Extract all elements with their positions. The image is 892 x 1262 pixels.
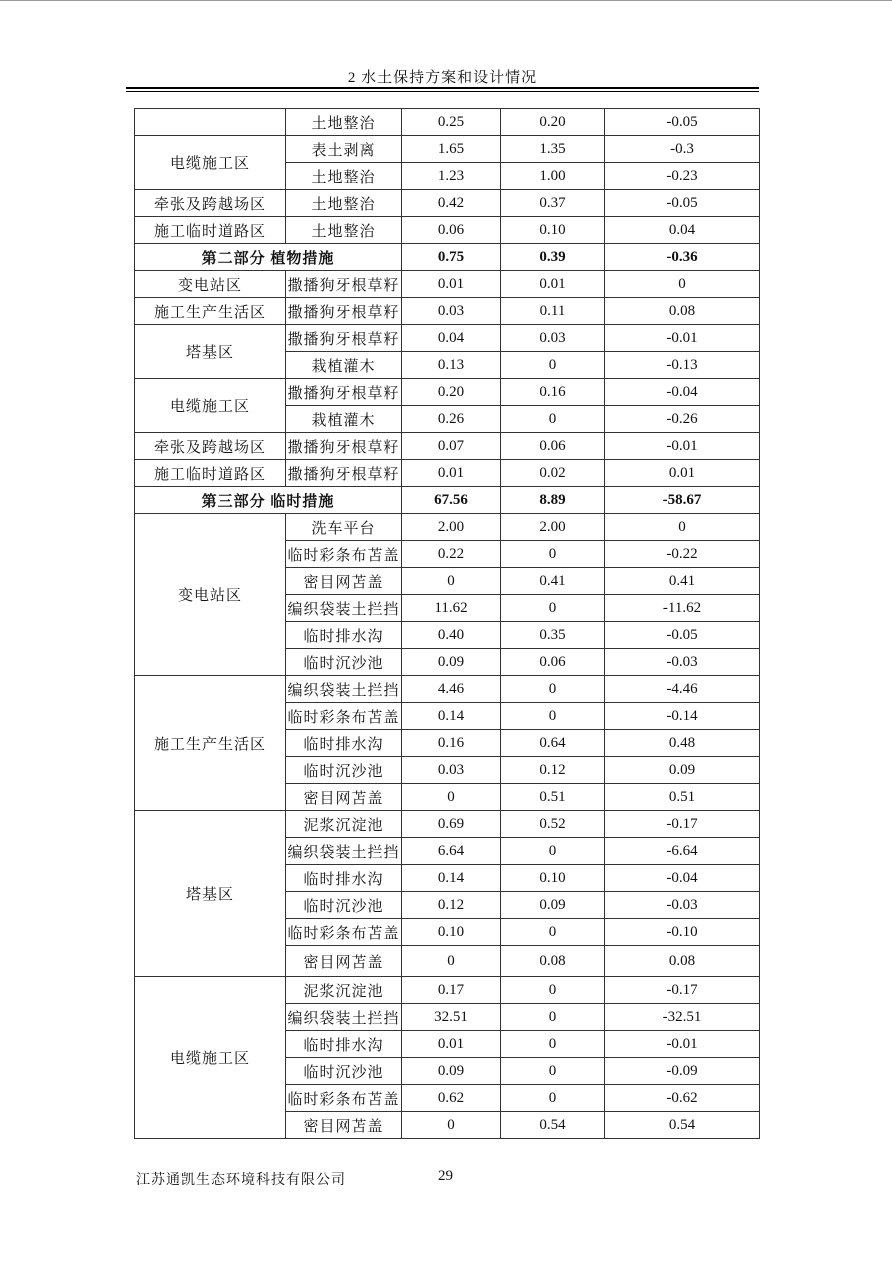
area-cell: 牵张及跨越场区 bbox=[135, 433, 286, 460]
value-b-cell: 0 bbox=[501, 541, 605, 568]
area-cell: 电缆施工区 bbox=[135, 977, 286, 1139]
value-b-cell: 0 bbox=[501, 1085, 605, 1112]
value-a-cell: 0.04 bbox=[402, 325, 501, 352]
value-c-cell: -4.46 bbox=[605, 676, 760, 703]
measure-cell: 临时沉沙池 bbox=[286, 892, 402, 919]
value-b-cell: 0 bbox=[501, 919, 605, 946]
value-c-cell: 0.04 bbox=[605, 217, 760, 244]
area-cell: 塔基区 bbox=[135, 811, 286, 977]
value-b-cell: 0.06 bbox=[501, 649, 605, 676]
value-b-cell: 0 bbox=[501, 1031, 605, 1058]
value-b-cell: 0.16 bbox=[501, 379, 605, 406]
value-c-cell: -0.3 bbox=[605, 136, 760, 163]
value-c-cell: 0 bbox=[605, 514, 760, 541]
measure-cell: 临时沉沙池 bbox=[286, 649, 402, 676]
value-c-cell: -11.62 bbox=[605, 595, 760, 622]
table-row bbox=[135, 190, 760, 217]
value-a-cell: 0.22 bbox=[402, 541, 501, 568]
value-a-cell: 67.56 bbox=[402, 487, 501, 514]
value-b-cell: 0.01 bbox=[501, 271, 605, 298]
measure-cell: 土地整治 bbox=[286, 217, 402, 244]
measure-cell: 土地整治 bbox=[286, 190, 402, 217]
value-a-cell: 0.07 bbox=[402, 433, 501, 460]
area-cell: 塔基区 bbox=[135, 325, 286, 379]
value-b-cell: 0 bbox=[501, 1058, 605, 1085]
value-c-cell: -0.17 bbox=[605, 811, 760, 838]
value-a-cell: 0 bbox=[402, 946, 501, 977]
value-b-cell: 0 bbox=[501, 838, 605, 865]
value-b-cell: 0.08 bbox=[501, 946, 605, 977]
value-b-cell: 0.54 bbox=[501, 1112, 605, 1139]
area-cell: 施工临时道路区 bbox=[135, 460, 286, 487]
table-row bbox=[135, 977, 760, 1004]
area-cell bbox=[135, 109, 286, 136]
header-rule-thick bbox=[126, 87, 759, 89]
measure-cell: 临时沉沙池 bbox=[286, 1058, 402, 1085]
value-a-cell: 0 bbox=[402, 568, 501, 595]
measure-cell: 临时排水沟 bbox=[286, 730, 402, 757]
measure-cell: 土地整治 bbox=[286, 109, 402, 136]
value-c-cell: -6.64 bbox=[605, 838, 760, 865]
measure-cell: 撒播狗牙根草籽 bbox=[286, 271, 402, 298]
value-a-cell: 0.09 bbox=[402, 1058, 501, 1085]
measure-cell: 土地整治 bbox=[286, 163, 402, 190]
value-a-cell: 0.62 bbox=[402, 1085, 501, 1112]
value-b-cell: 0 bbox=[501, 676, 605, 703]
table-row bbox=[135, 109, 760, 136]
top-border-line bbox=[0, 0, 892, 1]
measure-cell: 密目网苫盖 bbox=[286, 784, 402, 811]
value-a-cell: 0.12 bbox=[402, 892, 501, 919]
value-a-cell: 0.06 bbox=[402, 217, 501, 244]
value-a-cell: 0.40 bbox=[402, 622, 501, 649]
value-a-cell: 0 bbox=[402, 784, 501, 811]
header-rule-thin bbox=[126, 91, 759, 92]
value-a-cell: 11.62 bbox=[402, 595, 501, 622]
value-c-cell: -0.01 bbox=[605, 1031, 760, 1058]
measure-cell: 撒播狗牙根草籽 bbox=[286, 298, 402, 325]
value-c-cell: -0.17 bbox=[605, 977, 760, 1004]
value-b-cell: 0 bbox=[501, 352, 605, 379]
value-a-cell: 0.26 bbox=[402, 406, 501, 433]
value-b-cell: 1.35 bbox=[501, 136, 605, 163]
value-b-cell: 0.12 bbox=[501, 757, 605, 784]
value-b-cell: 1.00 bbox=[501, 163, 605, 190]
value-b-cell: 0.64 bbox=[501, 730, 605, 757]
value-c-cell: -0.04 bbox=[605, 379, 760, 406]
value-a-cell: 0.16 bbox=[402, 730, 501, 757]
measure-cell: 泥浆沉淀池 bbox=[286, 977, 402, 1004]
value-b-cell: 0.03 bbox=[501, 325, 605, 352]
value-a-cell: 0.03 bbox=[402, 298, 501, 325]
value-a-cell: 0.09 bbox=[402, 649, 501, 676]
area-cell: 变电站区 bbox=[135, 271, 286, 298]
measure-cell: 表土剥离 bbox=[286, 136, 402, 163]
measure-cell: 密目网苫盖 bbox=[286, 946, 402, 977]
value-c-cell: -0.23 bbox=[605, 163, 760, 190]
value-a-cell: 1.23 bbox=[402, 163, 501, 190]
value-c-cell: -0.13 bbox=[605, 352, 760, 379]
value-b-cell: 0.41 bbox=[501, 568, 605, 595]
measure-cell: 临时沉沙池 bbox=[286, 757, 402, 784]
measure-cell: 撒播狗牙根草籽 bbox=[286, 460, 402, 487]
value-a-cell: 0.10 bbox=[402, 919, 501, 946]
value-c-cell: 0.08 bbox=[605, 298, 760, 325]
value-a-cell: 32.51 bbox=[402, 1004, 501, 1031]
value-c-cell: 0.41 bbox=[605, 568, 760, 595]
value-c-cell: -0.05 bbox=[605, 622, 760, 649]
section-row bbox=[135, 244, 760, 271]
value-a-cell: 0.75 bbox=[402, 244, 501, 271]
value-c-cell: -0.04 bbox=[605, 865, 760, 892]
measure-cell: 密目网苫盖 bbox=[286, 568, 402, 595]
value-b-cell: 0.52 bbox=[501, 811, 605, 838]
value-a-cell: 0.20 bbox=[402, 379, 501, 406]
value-c-cell: 0.09 bbox=[605, 757, 760, 784]
measure-cell: 撒播狗牙根草籽 bbox=[286, 325, 402, 352]
measure-cell: 临时排水沟 bbox=[286, 1031, 402, 1058]
measure-cell: 栽植灌木 bbox=[286, 406, 402, 433]
measure-cell: 临时彩条布苫盖 bbox=[286, 919, 402, 946]
value-b-cell: 0.35 bbox=[501, 622, 605, 649]
value-a-cell: 0.14 bbox=[402, 865, 501, 892]
measure-cell: 临时彩条布苫盖 bbox=[286, 1085, 402, 1112]
value-a-cell: 2.00 bbox=[402, 514, 501, 541]
measure-cell: 密目网苫盖 bbox=[286, 1112, 402, 1139]
value-b-cell: 0 bbox=[501, 703, 605, 730]
value-b-cell: 0.09 bbox=[501, 892, 605, 919]
value-a-cell: 0.25 bbox=[402, 109, 501, 136]
value-c-cell: 0.48 bbox=[605, 730, 760, 757]
value-c-cell: -32.51 bbox=[605, 1004, 760, 1031]
value-c-cell: 0.08 bbox=[605, 946, 760, 977]
page-header-title: 2 水土保持方案和设计情况 bbox=[347, 70, 538, 86]
measures-table bbox=[134, 108, 760, 1139]
section-title-cell: 第二部分 植物措施 bbox=[135, 244, 402, 271]
value-b-cell: 0.11 bbox=[501, 298, 605, 325]
value-c-cell: 0.01 bbox=[605, 460, 760, 487]
footer-company-name: 江苏通凯生态环境科技有限公司 bbox=[136, 1173, 346, 1188]
value-a-cell: 1.65 bbox=[402, 136, 501, 163]
value-b-cell: 0.10 bbox=[501, 217, 605, 244]
value-b-cell: 0.39 bbox=[501, 244, 605, 271]
area-cell: 电缆施工区 bbox=[135, 136, 286, 190]
value-a-cell: 4.46 bbox=[402, 676, 501, 703]
value-a-cell: 0.01 bbox=[402, 271, 501, 298]
value-b-cell: 2.00 bbox=[501, 514, 605, 541]
value-b-cell: 0 bbox=[501, 1004, 605, 1031]
value-c-cell: -0.05 bbox=[605, 109, 760, 136]
value-c-cell: 0.51 bbox=[605, 784, 760, 811]
measure-cell: 撒播狗牙根草籽 bbox=[286, 433, 402, 460]
value-c-cell: -0.22 bbox=[605, 541, 760, 568]
measure-cell: 编织袋装土拦挡 bbox=[286, 595, 402, 622]
measure-cell: 洗车平台 bbox=[286, 514, 402, 541]
measure-cell: 编织袋装土拦挡 bbox=[286, 1004, 402, 1031]
value-a-cell: 0 bbox=[402, 1112, 501, 1139]
value-c-cell: -0.01 bbox=[605, 433, 760, 460]
measure-cell: 临时排水沟 bbox=[286, 622, 402, 649]
measure-cell: 临时排水沟 bbox=[286, 865, 402, 892]
value-c-cell: -0.05 bbox=[605, 190, 760, 217]
measure-cell: 编织袋装土拦挡 bbox=[286, 838, 402, 865]
table-row bbox=[135, 217, 760, 244]
value-c-cell: -0.03 bbox=[605, 649, 760, 676]
value-a-cell: 0.42 bbox=[402, 190, 501, 217]
value-c-cell: 0 bbox=[605, 271, 760, 298]
value-c-cell: -0.03 bbox=[605, 892, 760, 919]
value-a-cell: 0.13 bbox=[402, 352, 501, 379]
area-cell: 施工生产生活区 bbox=[135, 298, 286, 325]
area-cell: 电缆施工区 bbox=[135, 379, 286, 433]
table-row bbox=[135, 379, 760, 406]
section-title-cell: 第三部分 临时措施 bbox=[135, 487, 402, 514]
value-c-cell: -0.62 bbox=[605, 1085, 760, 1112]
section-row bbox=[135, 487, 760, 514]
value-a-cell: 0.17 bbox=[402, 977, 501, 1004]
area-cell: 施工临时道路区 bbox=[135, 217, 286, 244]
value-a-cell: 0.14 bbox=[402, 703, 501, 730]
value-c-cell: -0.36 bbox=[605, 244, 760, 271]
measure-cell: 编织袋装土拦挡 bbox=[286, 676, 402, 703]
value-a-cell: 6.64 bbox=[402, 838, 501, 865]
value-c-cell: -0.26 bbox=[605, 406, 760, 433]
value-b-cell: 0 bbox=[501, 406, 605, 433]
value-a-cell: 0.01 bbox=[402, 1031, 501, 1058]
value-c-cell: -58.67 bbox=[605, 487, 760, 514]
measure-cell: 临时彩条布苫盖 bbox=[286, 541, 402, 568]
value-b-cell: 0.20 bbox=[501, 109, 605, 136]
area-cell: 变电站区 bbox=[135, 514, 286, 676]
measure-cell: 泥浆沉淀池 bbox=[286, 811, 402, 838]
measure-cell: 栽植灌木 bbox=[286, 352, 402, 379]
value-b-cell: 0.37 bbox=[501, 190, 605, 217]
value-b-cell: 0 bbox=[501, 977, 605, 1004]
page-number: 29 bbox=[438, 1168, 453, 1184]
value-c-cell: 0.54 bbox=[605, 1112, 760, 1139]
value-b-cell: 8.89 bbox=[501, 487, 605, 514]
value-c-cell: -0.14 bbox=[605, 703, 760, 730]
table-row bbox=[135, 676, 760, 703]
table-row bbox=[135, 433, 760, 460]
value-a-cell: 0.03 bbox=[402, 757, 501, 784]
table-row bbox=[135, 298, 760, 325]
value-b-cell: 0 bbox=[501, 595, 605, 622]
value-c-cell: -0.01 bbox=[605, 325, 760, 352]
area-cell: 施工生产生活区 bbox=[135, 676, 286, 811]
value-a-cell: 0.01 bbox=[402, 460, 501, 487]
measure-cell: 撒播狗牙根草籽 bbox=[286, 379, 402, 406]
measure-cell: 临时彩条布苫盖 bbox=[286, 703, 402, 730]
value-c-cell: -0.09 bbox=[605, 1058, 760, 1085]
value-c-cell: -0.10 bbox=[605, 919, 760, 946]
table-row bbox=[135, 136, 760, 163]
table-row bbox=[135, 811, 760, 838]
table-row bbox=[135, 460, 760, 487]
table-row bbox=[135, 514, 760, 541]
value-b-cell: 0.10 bbox=[501, 865, 605, 892]
table-row bbox=[135, 325, 760, 352]
table-row bbox=[135, 271, 760, 298]
value-b-cell: 0.02 bbox=[501, 460, 605, 487]
value-b-cell: 0.06 bbox=[501, 433, 605, 460]
value-a-cell: 0.69 bbox=[402, 811, 501, 838]
value-b-cell: 0.51 bbox=[501, 784, 605, 811]
area-cell: 牵张及跨越场区 bbox=[135, 190, 286, 217]
